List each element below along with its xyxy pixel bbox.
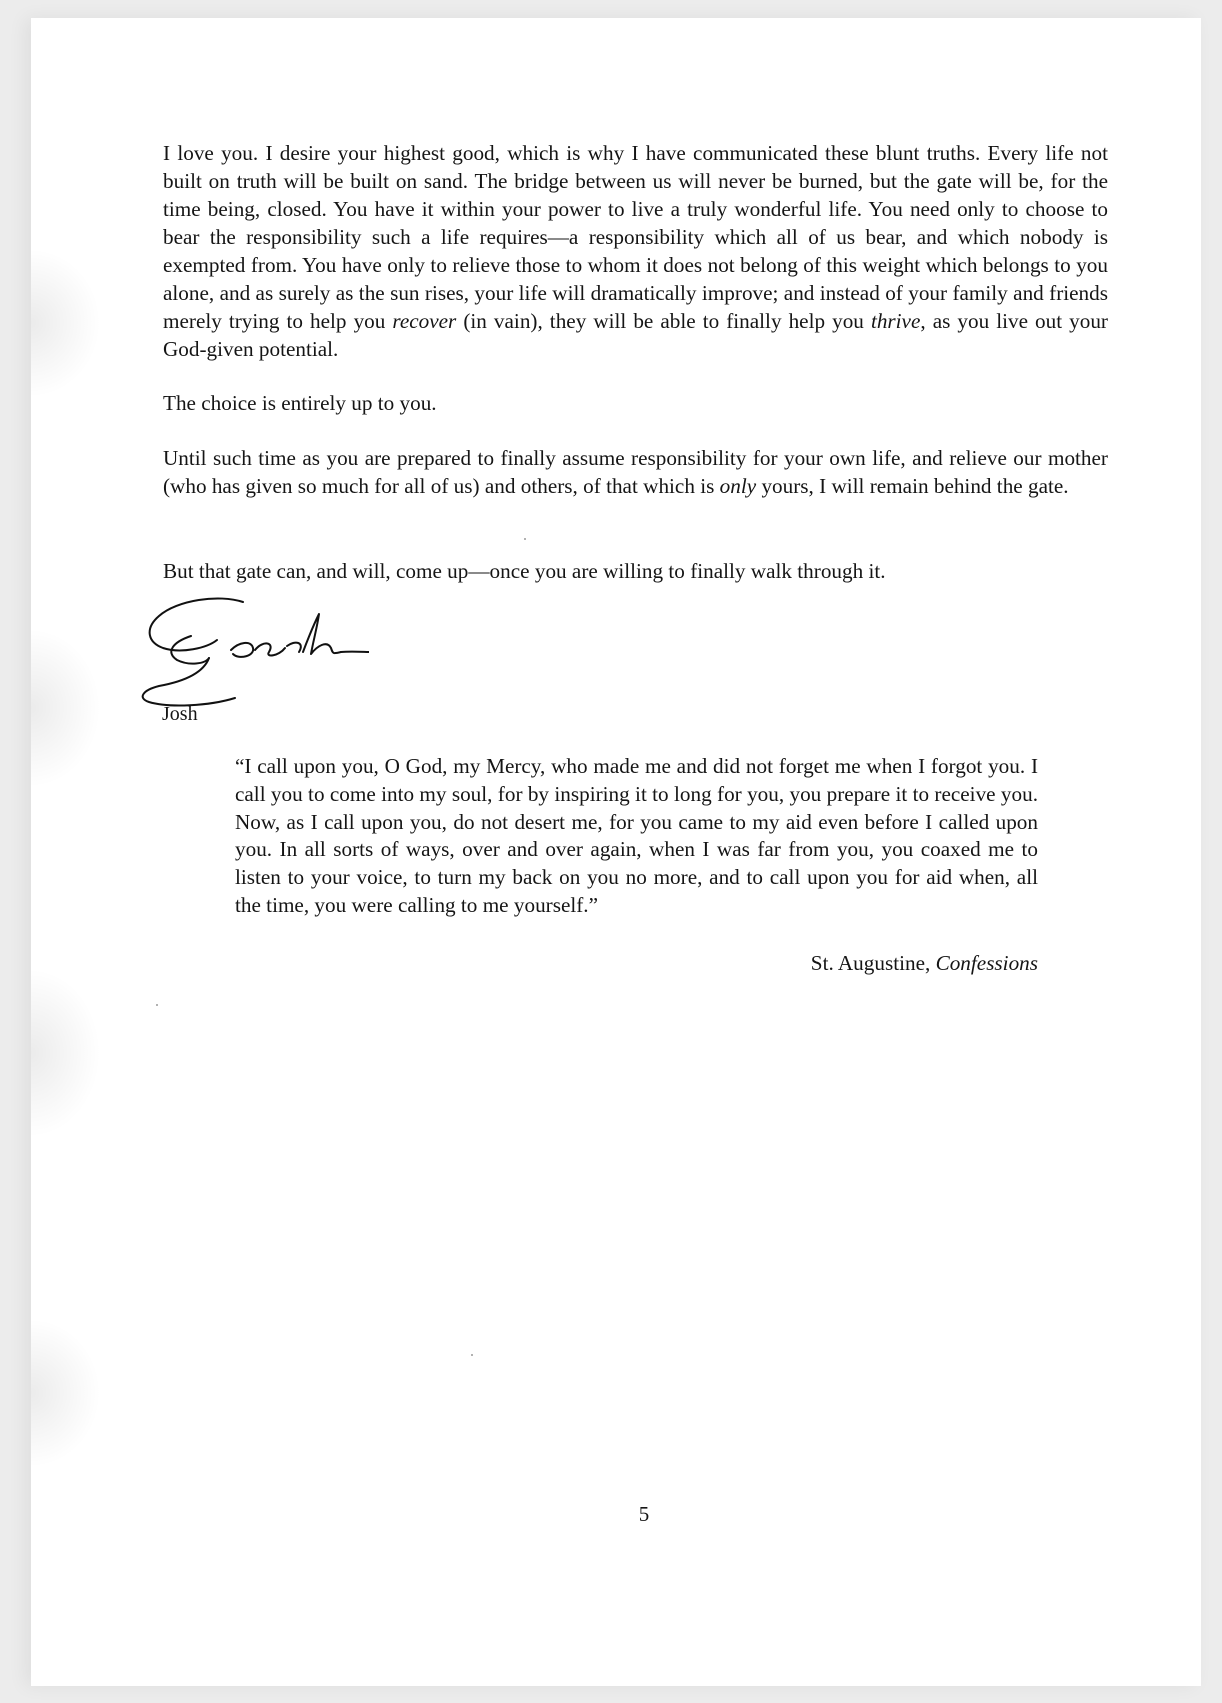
letter-paragraph-final: But that gate can, and will, come up—once you are willing to finally walk through it. — [163, 559, 886, 583]
paragraph-text: Until such time as you are prepared to finally assume responsibility for your own life, and relieve our mother (who has given so much for all of us) and others, of that which is — [163, 446, 1108, 498]
emphasis-thrive: thrive — [870, 309, 921, 333]
quote-work-title: Confessions — [935, 951, 1038, 975]
scan-speck — [156, 1004, 158, 1006]
paragraph-text: I love you. I desire your highest good, which is why I have communicated these blunt truths. Every life not built on truth will be built on sand. The bridge between us will never be burned, but the gate will be, for the time being, closed. You have it within your power to live a truly wonderful life. You need only to choose to bear the responsibility such a life requires—a responsibility which all of us bear, and which nobody is exempted from. You have only to relieve those to whom it does not belong of this weight which belongs to you alone, and as surely as the sun rises, your life will dramatically improve; and instead of your family and friends merely trying to help you — [163, 141, 1108, 333]
letter-paragraph-choice: The choice is entirely up to you. — [163, 391, 437, 415]
quote-attribution — [631, 949, 1038, 977]
emphasis-only: only — [719, 474, 757, 498]
paragraph-text: , as you live out your God-given potential. — [163, 309, 1108, 361]
handwritten-signature — [119, 596, 369, 716]
scan-shadow — [31, 1318, 101, 1468]
letter-paragraph-gate — [163, 444, 1108, 500]
scan-shadow — [31, 968, 101, 1138]
augustine-quote: “I call upon you, O God, my Mercy, who made me and did not forget me when I forgot you. I call you to come into my soul, for by inspiring it to long for you, you prepare it to receive you. Now, as I call upon you, do not desert me, for you came to my aid even before I called upon you. In all sorts of ways, over and over again, when I was far from you, you coaxed me to listen to your voice, to turn my back on you no more, and to call upon you for aid when, all the time, you were calling to me yourself.” — [235, 754, 1038, 917]
scan-speck — [524, 538, 526, 540]
emphasis-recover: recover — [392, 309, 457, 333]
page-number: 5 — [638, 1502, 650, 1526]
scan-shadow — [31, 248, 101, 398]
paragraph-text: yours, I will remain behind the gate. — [756, 474, 1069, 498]
signature-name: Josh — [162, 703, 198, 725]
scan-shadow — [31, 628, 101, 788]
scan-speck — [471, 1354, 473, 1356]
quote-author: St. Augustine, — [810, 951, 936, 975]
document-page — [31, 18, 1201, 1686]
paragraph-text: (in vain), they will be able to finally help you — [456, 309, 871, 333]
letter-paragraph-closing — [163, 139, 1108, 363]
